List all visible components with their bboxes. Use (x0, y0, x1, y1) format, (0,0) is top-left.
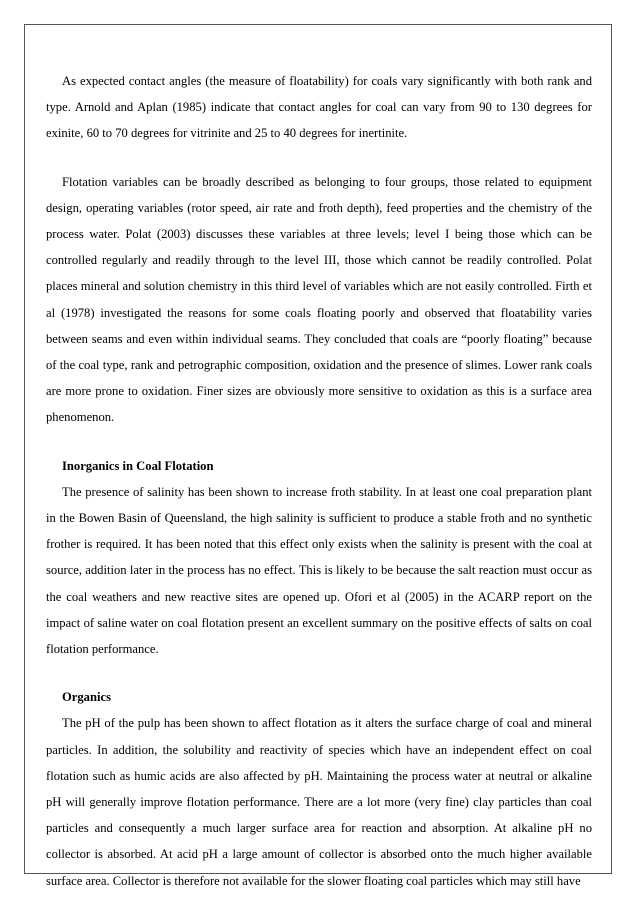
heading-inorganics: Inorganics in Coal Flotation (62, 458, 214, 473)
heading-organics: Organics (62, 690, 111, 705)
paragraph-ph: The pH of the pulp has been shown to affect flotation as it alters the surface charge of coal and mineral particles. In addition, the solubility and reactivity of species which have an independent effect on coal flotation such as humic acids are also affected by pH. Maintaining the process water at neutral or alkaline pH will generally improve flotation performance. There are a lot more (very fine) clay particles than coal particles and consequently a much larger surface area for reaction and absorption. At alkaline pH no collector is absorbed. At acid pH a large amount of collector is absorbed onto the much higher available surface area. Collector is therefore not available for the slower floating coal particles which may still have (46, 716, 592, 888)
paragraph-contact-angles: As expected contact angles (the measure of floatability) for coals vary significantly with both rank and type. Arnold and Aplan (1985) indicate that contact angles for coal can vary from 90 to 130 degrees for exinite, 60 to 70 degrees for vitrinite and 25 to 40 degrees for inertinite. (46, 74, 592, 141)
document-body (46, 68, 592, 894)
paragraph-flotation-variables: Flotation variables can be broadly described as belonging to four groups, those related to equipment design, operating variables (rotor speed, air rate and froth depth), feed properties and the chemistry of the process water. Polat (2003) discusses these variables at three levels; level I being those which can be controlled regularly and readily through to the level III, those which cannot be readily controlled. Polat places mineral and solution chemistry in this third level of variables which are not easily controlled. Firth et al (1978) investigated the reasons for some coals floating poorly and observed that floatability varies between seams and even within individual seams. They concluded that coals are “poorly floating” because of the coal type, rank and petrographic composition, oxidation and the presence of slimes. Lower rank coals are more prone to oxidation. Finer sizes are obviously more sensitive to oxidation as this is a surface area phenomenon. (46, 174, 592, 425)
paragraph-salinity: The presence of salinity has been shown to increase froth stability. In at least one coal preparation plant in the Bowen Basin of Queensland, the high salinity is sufficient to produce a stable froth and no synthetic frother is required. It has been noted that this effect only exists when the salinity is present with the coal at source, addition later in the process has no effect. This is likely to be because the salt reaction must occur as the coal weathers and new reactive sites are opened up. Ofori et al (2005) in the ACARP report on the impact of saline water on coal flotation present an excellent summary on the positive effects of salts on coal flotation performance. (46, 484, 592, 657)
